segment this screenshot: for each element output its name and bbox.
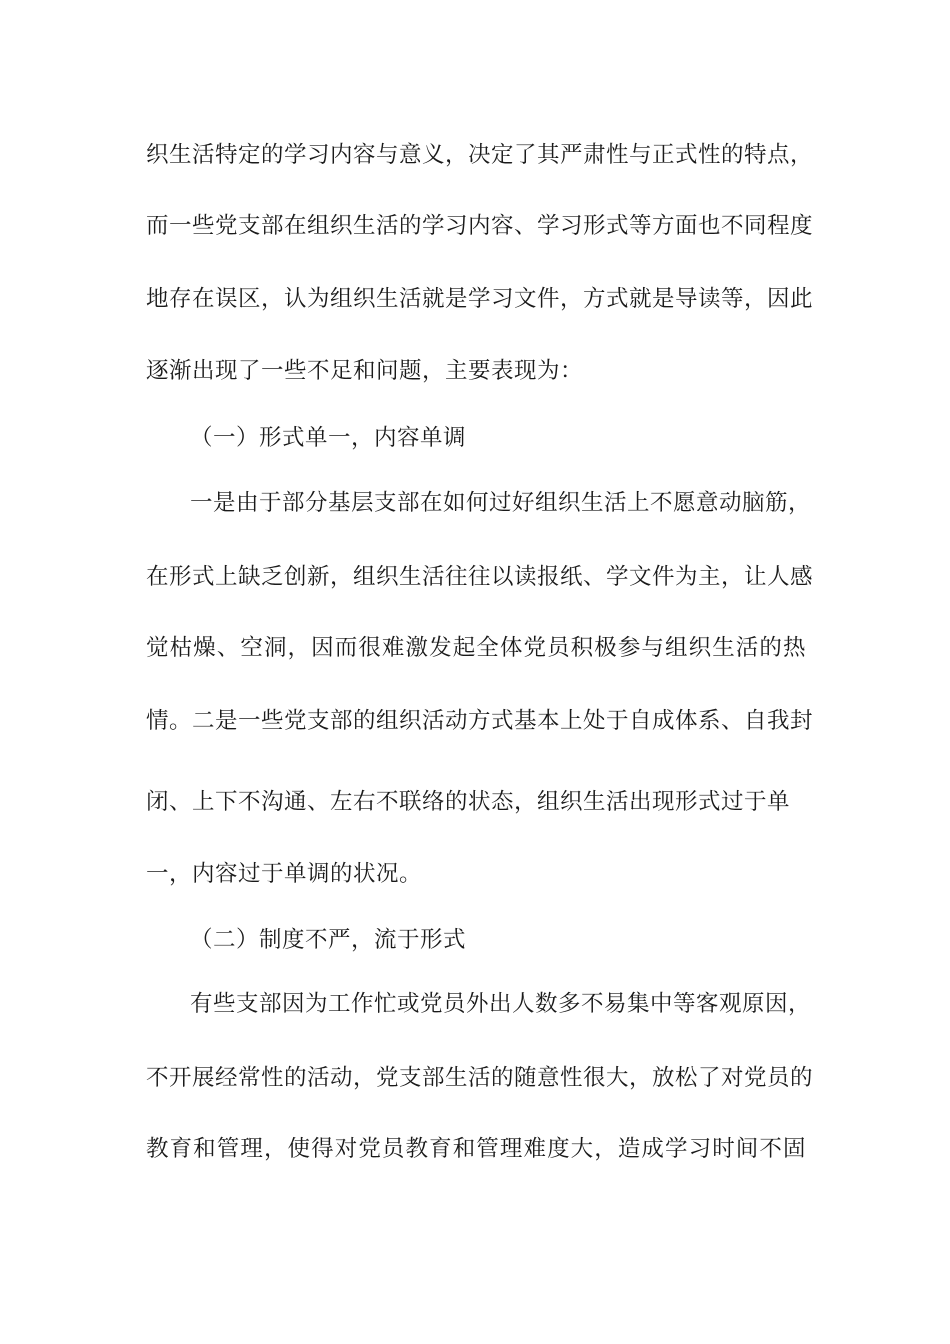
body-text-line: 不开展经常性的活动，党支部生活的随意性很大，放松了对党员的 [146, 1065, 814, 1091]
body-text-line: 闭、上下不沟通、左右不联络的状态，组织生活出现形式过于单 [146, 789, 791, 815]
body-text-line: 而一些党支部在组织生活的学习内容、学习形式等方面也不同程度 [146, 213, 814, 239]
body-text-line: 织生活特定的学习内容与意义，决定了其严肃性与正式性的特点， [146, 142, 814, 168]
body-text-line: 一，内容过于单调的状况。 [146, 861, 423, 887]
body-text-line: 有些支部因为工作忙或党员外出人数多不易集中等客观原因， [190, 991, 812, 1017]
section-heading: （二）制度不严，流于形式 [190, 927, 467, 953]
body-text-line: 教育和管理，使得对党员教育和管理难度大，造成学习时间不固 [146, 1136, 806, 1162]
body-text-line: 一是由于部分基层支部在如何过好组织生活上不愿意动脑筋， [190, 490, 812, 516]
body-text-line: 在形式上缺乏创新，组织生活往往以读报纸、学文件为主，让人感 [146, 564, 814, 590]
body-text-line: 觉枯燥、空洞，因而很难激发起全体党员积极参与组织生活的热 [146, 635, 806, 661]
body-text-line: 地存在误区，认为组织生活就是学习文件，方式就是导读等，因此 [146, 286, 814, 312]
section-heading: （一）形式单一，内容单调 [190, 425, 467, 451]
body-text-line: 逐渐出现了一些不足和问题，主要表现为： [146, 358, 584, 384]
body-text-line: 情。二是一些党支部的组织活动方式基本上处于自成体系、自我封 [146, 708, 814, 734]
